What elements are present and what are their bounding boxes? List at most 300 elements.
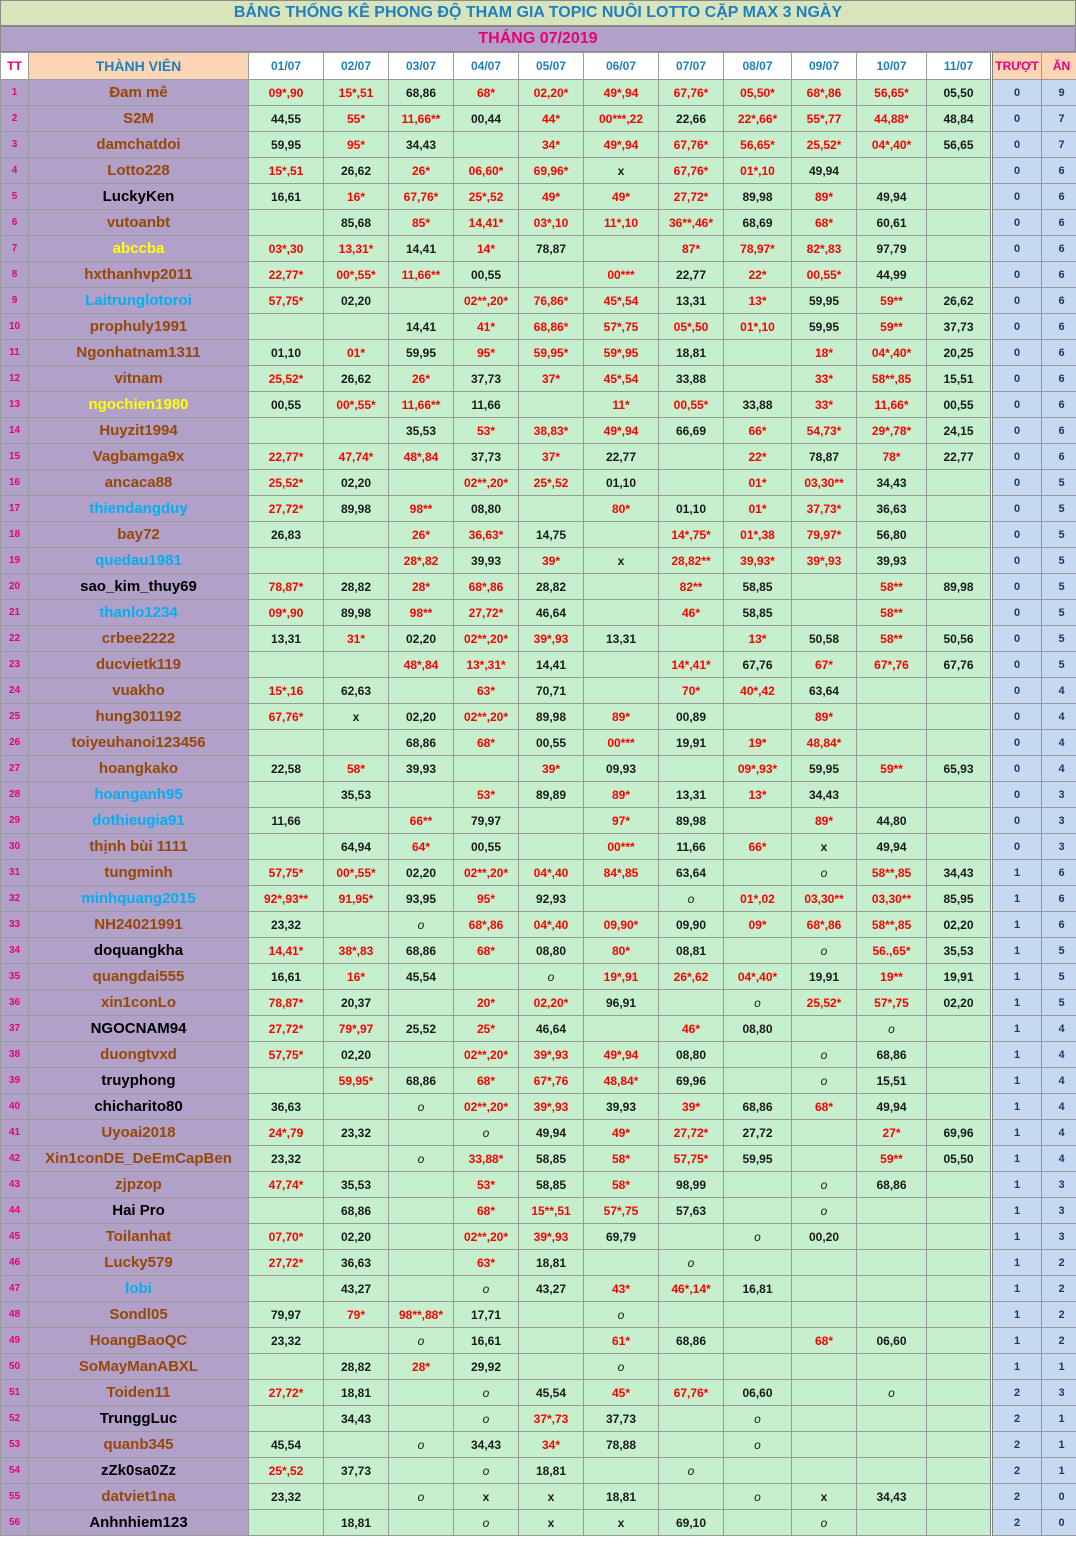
day-cell: 39,93 <box>389 756 454 782</box>
day-cell: 26,62 <box>927 288 992 314</box>
table-row <box>1 1406 1076 1432</box>
day-cell <box>389 1276 454 1302</box>
member-name: ducvietk119 <box>29 652 249 678</box>
truot-count: 0 <box>992 756 1042 782</box>
day-cell: 85* <box>389 210 454 236</box>
day-cell: 36,63 <box>857 496 927 522</box>
day-cell: 68*,86 <box>454 574 519 600</box>
an-count: 6 <box>1042 886 1076 912</box>
an-count: 6 <box>1042 418 1076 444</box>
day-cell: 13* <box>724 288 792 314</box>
day-cell: 22*,66* <box>724 106 792 132</box>
member-name: datviet1na <box>29 1484 249 1510</box>
day-cell: 11,66** <box>389 392 454 418</box>
day-cell: 58,85 <box>724 600 792 626</box>
table-row <box>1 704 1076 730</box>
day-cell: 18,81 <box>519 1458 584 1484</box>
table-row <box>1 80 1076 106</box>
day-cell: 67*,76 <box>857 652 927 678</box>
day-cell: o <box>659 1250 724 1276</box>
day-cell: 16,61 <box>249 964 324 990</box>
day-cell: 34* <box>519 1432 584 1458</box>
day-cell <box>857 1224 927 1250</box>
day-cell: 22,66 <box>659 106 724 132</box>
day-cell: 29,92 <box>454 1354 519 1380</box>
day-cell: 45*,54 <box>584 366 659 392</box>
table-row <box>1 1224 1076 1250</box>
day-cell: 00*,55* <box>324 392 389 418</box>
day-cell: 58** <box>857 600 927 626</box>
truot-count: 0 <box>992 80 1042 106</box>
day-cell: 26* <box>389 366 454 392</box>
day-cell: 37,73* <box>792 496 857 522</box>
col-header-date: 03/07 <box>389 53 454 80</box>
member-name: NGOCNAM94 <box>29 1016 249 1042</box>
day-cell: o <box>792 1172 857 1198</box>
day-cell: 22,77* <box>249 444 324 470</box>
day-cell: 48*,84 <box>389 444 454 470</box>
day-cell: 47,74* <box>324 444 389 470</box>
day-cell: 55* <box>324 106 389 132</box>
day-cell <box>724 1172 792 1198</box>
day-cell: 84*,85 <box>584 860 659 886</box>
day-cell <box>792 600 857 626</box>
day-cell: 15*,51 <box>249 158 324 184</box>
day-cell: 89,98 <box>659 808 724 834</box>
truot-count: 1 <box>992 1172 1042 1198</box>
day-cell <box>324 652 389 678</box>
row-number: 52 <box>1 1406 29 1432</box>
day-cell: 20* <box>454 990 519 1016</box>
member-name: NH24021991 <box>29 912 249 938</box>
day-cell: 33* <box>792 392 857 418</box>
member-name: tungminh <box>29 860 249 886</box>
day-cell: 59,95 <box>792 288 857 314</box>
day-cell: 25,52* <box>792 132 857 158</box>
day-cell: 36,63 <box>249 1094 324 1120</box>
an-count: 6 <box>1042 444 1076 470</box>
day-cell: 23,32 <box>249 1328 324 1354</box>
day-cell: 68,86 <box>324 1198 389 1224</box>
table-row <box>1 964 1076 990</box>
day-cell: 59** <box>857 1146 927 1172</box>
table-row <box>1 1380 1076 1406</box>
day-cell: 48,84* <box>792 730 857 756</box>
day-cell: 24,15 <box>927 418 992 444</box>
table-row <box>1 1068 1076 1094</box>
day-cell: 00*** <box>584 730 659 756</box>
day-cell: 68,86 <box>857 1042 927 1068</box>
day-cell <box>584 678 659 704</box>
day-cell <box>389 678 454 704</box>
day-cell: 01* <box>724 496 792 522</box>
day-cell <box>857 1302 927 1328</box>
truot-count: 0 <box>992 158 1042 184</box>
table-row <box>1 470 1076 496</box>
day-cell: o <box>792 938 857 964</box>
col-header-date: 07/07 <box>659 53 724 80</box>
col-header-date: 05/07 <box>519 53 584 80</box>
day-cell: 57,63 <box>659 1198 724 1224</box>
day-cell: 14* <box>454 236 519 262</box>
day-cell: 14*,41* <box>659 652 724 678</box>
an-count: 6 <box>1042 314 1076 340</box>
day-cell: 67,76* <box>659 158 724 184</box>
day-cell: 01*,10 <box>724 158 792 184</box>
an-count: 3 <box>1042 1380 1076 1406</box>
day-cell <box>249 652 324 678</box>
day-cell: 37,73 <box>324 1458 389 1484</box>
day-cell: 23,32 <box>249 1484 324 1510</box>
row-number: 3 <box>1 132 29 158</box>
day-cell <box>324 1432 389 1458</box>
truot-count: 1 <box>992 1354 1042 1380</box>
day-cell: 50,58 <box>792 626 857 652</box>
day-cell: x <box>519 1484 584 1510</box>
table-row <box>1 1302 1076 1328</box>
row-number: 6 <box>1 210 29 236</box>
member-name: Vagbamga9x <box>29 444 249 470</box>
table-row <box>1 392 1076 418</box>
truot-count: 0 <box>992 496 1042 522</box>
day-cell: 96,91 <box>584 990 659 1016</box>
day-cell <box>927 808 992 834</box>
day-cell: 01* <box>324 340 389 366</box>
day-cell: 59,95 <box>724 1146 792 1172</box>
table-row <box>1 184 1076 210</box>
member-name: thiendangduy <box>29 496 249 522</box>
day-cell: 11,66 <box>454 392 519 418</box>
member-name: Huyzit1994 <box>29 418 249 444</box>
table-body <box>1 80 1076 1536</box>
member-name: prophuly1991 <box>29 314 249 340</box>
day-cell: 58* <box>584 1172 659 1198</box>
day-cell <box>792 1276 857 1302</box>
an-count: 5 <box>1042 574 1076 600</box>
day-cell <box>927 1432 992 1458</box>
day-cell: 59** <box>857 756 927 782</box>
day-cell: 14,75 <box>519 522 584 548</box>
row-number: 37 <box>1 1016 29 1042</box>
day-cell: x <box>584 158 659 184</box>
day-cell: 41* <box>454 314 519 340</box>
day-cell: x <box>584 1510 659 1536</box>
an-count: 4 <box>1042 1094 1076 1120</box>
day-cell <box>927 548 992 574</box>
day-cell: 02,20 <box>927 990 992 1016</box>
day-cell <box>389 1120 454 1146</box>
day-cell: 18,81 <box>584 1484 659 1510</box>
day-cell: o <box>454 1120 519 1146</box>
an-count: 4 <box>1042 1016 1076 1042</box>
truot-count: 0 <box>992 834 1042 860</box>
day-cell <box>249 834 324 860</box>
day-cell <box>659 1432 724 1458</box>
table-row <box>1 1094 1076 1120</box>
day-cell <box>324 912 389 938</box>
day-cell: 27,72* <box>249 1380 324 1406</box>
day-cell <box>792 1380 857 1406</box>
day-cell: o <box>454 1276 519 1302</box>
an-count: 9 <box>1042 80 1076 106</box>
day-cell: 00*,55* <box>324 860 389 886</box>
day-cell: 68* <box>454 80 519 106</box>
an-count: 5 <box>1042 522 1076 548</box>
day-cell: 33,88 <box>659 366 724 392</box>
member-name: doquangkha <box>29 938 249 964</box>
day-cell: 46* <box>659 1016 724 1042</box>
day-cell: 57,75* <box>249 1042 324 1068</box>
day-cell: 08,80 <box>519 938 584 964</box>
table-row <box>1 1250 1076 1276</box>
day-cell: 02**,20* <box>454 860 519 886</box>
day-cell: 34,43 <box>454 1432 519 1458</box>
day-cell <box>857 1458 927 1484</box>
an-count: 6 <box>1042 860 1076 886</box>
day-cell: 63* <box>454 1250 519 1276</box>
row-number: 16 <box>1 470 29 496</box>
day-cell: 80* <box>584 938 659 964</box>
truot-count: 1 <box>992 1016 1042 1042</box>
day-cell <box>659 1406 724 1432</box>
day-cell: 49*,94 <box>584 80 659 106</box>
table-row <box>1 1328 1076 1354</box>
table-row <box>1 418 1076 444</box>
day-cell: 00,55 <box>454 262 519 288</box>
day-cell: 28* <box>389 574 454 600</box>
day-cell: 59,95 <box>389 340 454 366</box>
day-cell <box>659 1224 724 1250</box>
truot-count: 0 <box>992 730 1042 756</box>
day-cell: 79*,97 <box>324 1016 389 1042</box>
day-cell: 28* <box>389 1354 454 1380</box>
row-number: 25 <box>1 704 29 730</box>
an-count: 3 <box>1042 1224 1076 1250</box>
day-cell: 89,98 <box>519 704 584 730</box>
day-cell: 34,43 <box>792 782 857 808</box>
day-cell: 34,43 <box>857 1484 927 1510</box>
day-cell <box>792 1354 857 1380</box>
day-cell <box>792 1458 857 1484</box>
day-cell: 68,69 <box>724 210 792 236</box>
day-cell <box>927 210 992 236</box>
day-cell: o <box>389 1094 454 1120</box>
day-cell <box>857 1198 927 1224</box>
day-cell: 09* <box>724 912 792 938</box>
day-cell: 49,94 <box>519 1120 584 1146</box>
member-name: Lotto228 <box>29 158 249 184</box>
table-row <box>1 1172 1076 1198</box>
day-cell: 25,52* <box>249 366 324 392</box>
row-number: 24 <box>1 678 29 704</box>
day-cell: 02,20* <box>519 80 584 106</box>
day-cell: 34,43 <box>324 1406 389 1432</box>
day-cell <box>389 288 454 314</box>
day-cell <box>927 1250 992 1276</box>
day-cell: 06,60 <box>857 1328 927 1354</box>
day-cell: 67,76* <box>659 1380 724 1406</box>
truot-count: 0 <box>992 132 1042 158</box>
day-cell: 13,31 <box>659 288 724 314</box>
day-cell: 33* <box>792 366 857 392</box>
day-cell <box>659 626 724 652</box>
an-count: 0 <box>1042 1484 1076 1510</box>
day-cell: 29*,78* <box>857 418 927 444</box>
day-cell: 13,31* <box>324 236 389 262</box>
day-cell: o <box>792 860 857 886</box>
day-cell <box>249 1068 324 1094</box>
day-cell <box>927 1484 992 1510</box>
day-cell: 09*,93* <box>724 756 792 782</box>
col-header-member: THÀNH VIÊN <box>29 53 249 80</box>
day-cell: 97* <box>584 808 659 834</box>
day-cell: 25,52 <box>389 1016 454 1042</box>
day-cell: o <box>454 1458 519 1484</box>
day-cell <box>324 548 389 574</box>
member-name: bay72 <box>29 522 249 548</box>
day-cell <box>927 1224 992 1250</box>
day-cell: 59*,95 <box>584 340 659 366</box>
day-cell <box>389 1250 454 1276</box>
truot-count: 1 <box>992 1328 1042 1354</box>
row-number: 38 <box>1 1042 29 1068</box>
day-cell <box>324 522 389 548</box>
row-number: 35 <box>1 964 29 990</box>
day-cell: 85,68 <box>324 210 389 236</box>
member-name: quedau1981 <box>29 548 249 574</box>
day-cell: 57*,75 <box>584 1198 659 1224</box>
day-cell: 64,94 <box>324 834 389 860</box>
day-cell: 49*,94 <box>584 132 659 158</box>
day-cell: 53* <box>454 418 519 444</box>
day-cell <box>927 782 992 808</box>
an-count: 2 <box>1042 1302 1076 1328</box>
day-cell: 68,86 <box>389 1068 454 1094</box>
day-cell: 09,93 <box>584 756 659 782</box>
truot-count: 1 <box>992 1094 1042 1120</box>
row-number: 39 <box>1 1068 29 1094</box>
day-cell: 27* <box>857 1120 927 1146</box>
day-cell: 11,66 <box>249 808 324 834</box>
day-cell: 45* <box>584 1380 659 1406</box>
day-cell: 37* <box>519 444 584 470</box>
day-cell: 92,93 <box>519 886 584 912</box>
an-count: 6 <box>1042 184 1076 210</box>
day-cell <box>792 1250 857 1276</box>
table-row <box>1 626 1076 652</box>
truot-count: 1 <box>992 964 1042 990</box>
an-count: 5 <box>1042 626 1076 652</box>
day-cell: o <box>584 1354 659 1380</box>
day-cell: 38*,83 <box>324 938 389 964</box>
table-row <box>1 288 1076 314</box>
member-name: Anhnhiem123 <box>29 1510 249 1536</box>
day-cell <box>927 470 992 496</box>
truot-count: 0 <box>992 522 1042 548</box>
day-cell: 03,30** <box>792 470 857 496</box>
day-cell: 45,54 <box>249 1432 324 1458</box>
truot-count: 2 <box>992 1380 1042 1406</box>
day-cell: 01* <box>724 470 792 496</box>
truot-count: 0 <box>992 652 1042 678</box>
day-cell: 27,72* <box>249 1250 324 1276</box>
day-cell <box>659 990 724 1016</box>
day-cell <box>792 1406 857 1432</box>
table-row <box>1 548 1076 574</box>
day-cell: 69,79 <box>584 1224 659 1250</box>
day-cell: 09*,90 <box>249 80 324 106</box>
day-cell: 36**,46* <box>659 210 724 236</box>
row-number: 48 <box>1 1302 29 1328</box>
row-number: 7 <box>1 236 29 262</box>
an-count: 3 <box>1042 782 1076 808</box>
truot-count: 0 <box>992 444 1042 470</box>
day-cell: 68*,86 <box>792 80 857 106</box>
day-cell: 58**,85 <box>857 860 927 886</box>
col-header-date: 01/07 <box>249 53 324 80</box>
day-cell: 44,80 <box>857 808 927 834</box>
day-cell <box>389 1406 454 1432</box>
day-cell: 08,80 <box>454 496 519 522</box>
row-number: 30 <box>1 834 29 860</box>
day-cell: 57,75* <box>249 288 324 314</box>
row-number: 11 <box>1 340 29 366</box>
day-cell: o <box>389 912 454 938</box>
truot-count: 1 <box>992 1146 1042 1172</box>
row-number: 19 <box>1 548 29 574</box>
row-number: 32 <box>1 886 29 912</box>
day-cell: 78,87 <box>792 444 857 470</box>
day-cell <box>927 834 992 860</box>
row-number: 49 <box>1 1328 29 1354</box>
day-cell <box>857 704 927 730</box>
day-cell <box>584 236 659 262</box>
day-cell <box>519 1302 584 1328</box>
day-cell: 28,82** <box>659 548 724 574</box>
an-count: 7 <box>1042 106 1076 132</box>
day-cell: 63,64 <box>659 860 724 886</box>
table-row <box>1 1458 1076 1484</box>
day-cell: 80* <box>584 496 659 522</box>
day-cell: 68* <box>454 938 519 964</box>
member-name: minhquang2015 <box>29 886 249 912</box>
day-cell: o <box>659 1458 724 1484</box>
day-cell: 11*,10 <box>584 210 659 236</box>
truot-count: 0 <box>992 470 1042 496</box>
day-cell: 67*,76 <box>519 1068 584 1094</box>
day-cell: 68,86 <box>389 938 454 964</box>
header-row <box>1 53 1076 80</box>
table-row <box>1 808 1076 834</box>
table-row <box>1 600 1076 626</box>
day-cell: 39*,93 <box>519 1042 584 1068</box>
row-number: 51 <box>1 1380 29 1406</box>
day-cell <box>724 1250 792 1276</box>
day-cell <box>927 1172 992 1198</box>
member-name: ancaca88 <box>29 470 249 496</box>
day-cell <box>324 1328 389 1354</box>
day-cell: 85,95 <box>927 886 992 912</box>
day-cell: x <box>792 834 857 860</box>
day-cell: 02,20 <box>389 626 454 652</box>
day-cell <box>927 1068 992 1094</box>
day-cell: o <box>792 1198 857 1224</box>
day-cell: 00*,55* <box>324 262 389 288</box>
an-count: 4 <box>1042 756 1076 782</box>
col-header-tt: TT <box>1 53 29 80</box>
day-cell: 35,53 <box>927 938 992 964</box>
day-cell <box>724 1354 792 1380</box>
